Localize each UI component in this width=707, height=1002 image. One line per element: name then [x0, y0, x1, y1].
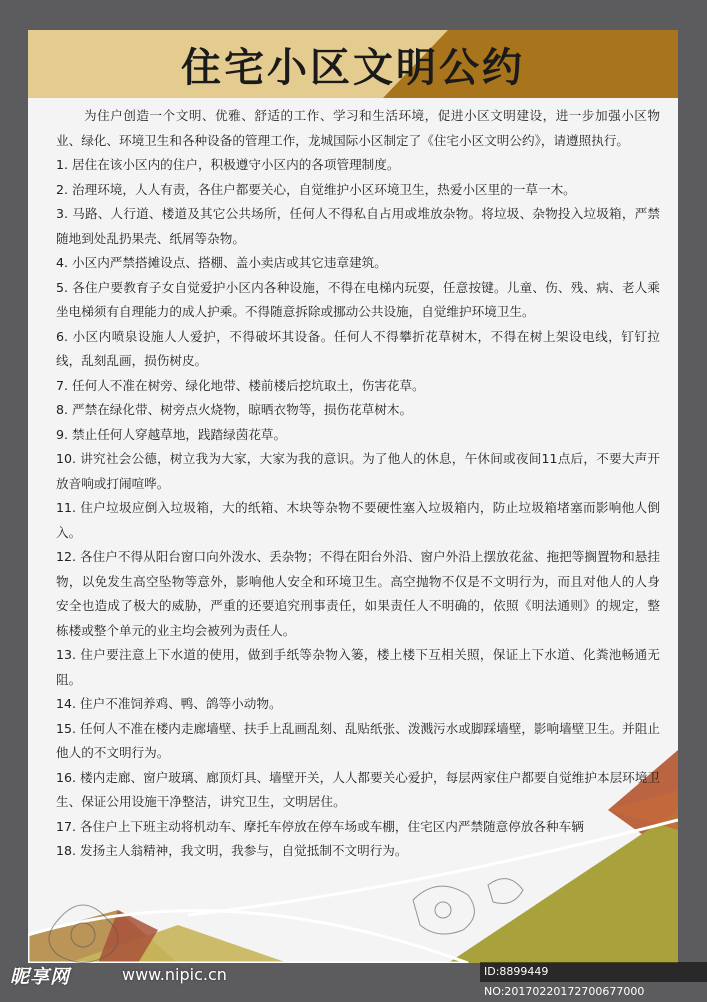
rule-item: 8. 严禁在绿化带、树旁点火烧物，晾晒衣物等，损伤花草树木。	[56, 402, 413, 417]
rule-item: 15. 任何人不准在楼内走廊墙壁、扶手上乱画乱刻、乱贴纸张、泼溅污水或脚踩墙壁，影响墙壁卫生。并阻止他人的不文明行为。	[56, 720, 660, 760]
rule-item: 14. 住户不准饲养鸡、鸭、鸽等小动物。	[56, 696, 282, 711]
rule-item: 1. 居住在该小区内的住户，积极遵守小区内的各项管理制度。	[56, 157, 400, 172]
rule-item: 11. 住户垃圾应倒入垃圾箱，大的纸箱、木块等杂物不要硬性塞入垃圾箱内，防止垃圾箱堵塞而影响他人倒入。	[56, 500, 660, 540]
rule-item: 16. 楼内走廊、窗户玻璃、廊顶灯具、墙壁开关，人人都要关心爱护，每层两家住户都要自觉维护本层环境卫生、保证公用设施干净整洁，讲究卫生，文明居住。	[56, 769, 660, 809]
rule-item: 9. 禁止任何人穿越草地，践踏绿茵花草。	[56, 426, 287, 442]
rule-item: 2. 治理环境，人人有责，各住户都要关心，自觉维护小区环境卫生，热爱小区里的一草一木。	[56, 181, 576, 197]
body-text	[56, 104, 660, 864]
rule-item: 3. 马路、人行道、楼道及其它公共场所，任何人不得私自占用或堆放杂物。将垃圾、杂物投入垃圾箱，严禁随地到处乱扔果壳、纸屑等杂物。	[56, 206, 660, 246]
watermark-id: ID:8899449 NO:20170220172700677000	[480, 962, 707, 982]
watermark-url: www.nipic.cn	[122, 965, 227, 984]
rule-item: 13. 住户要注意上下水道的使用，做到手纸等杂物入篓，楼上楼下互相关照，保证上下水道、化粪池畅通无阻。	[56, 647, 660, 687]
rule-item: 10. 讲究社会公德，树立我为大家，大家为我的意识。为了他人的休息，午休间或夜间11点后，不要大声开放音响或打闹喧哗。	[56, 451, 660, 491]
rule-item: 12. 各住户不得从阳台窗口向外泼水、丢杂物；不得在阳台外沿、窗户外沿上摆放花盆、拖把等搁置物和悬挂物，以免发生高空坠物等意外，影响他人安全和环境卫生。高空抛物不仅是不文明行为，而且对他人的人身安全也造成了极大的威胁，严重的还要追究刑事责任，如果责任人不明确的，依照《明法通则》的规定，整栋楼或整个单元的业主均会被列为责任人。	[56, 549, 660, 638]
intro-paragraph: 为住户创造一个文明、优雅、舒适的工作、学习和生活环境，促进小区文明建设，进一步加强小区物业、绿化、环境卫生和各种设备的管理工作，龙城国际小区制定了《住宅小区文明公约》，请遵照执行。	[56, 108, 660, 148]
rule-item: 4. 小区内严禁搭摊设点、搭棚、盖小卖店或其它违章建筑。	[56, 255, 387, 270]
rule-item: 7. 任何人不准在树旁、绿化地带、楼前楼后挖坑取土，伤害花草。	[56, 377, 425, 393]
rule-item: 18. 发扬主人翁精神，我文明，我参与，自觉抵制不文明行为。	[56, 843, 408, 858]
poster	[28, 30, 678, 963]
watermark-logo: 昵享网	[10, 966, 71, 988]
poster-title: 住宅小区文明公约	[181, 44, 525, 91]
rule-item: 5. 各住户要教育子女自觉爱护小区内各种设施，不得在电梯内玩耍，任意按键。儿童、伤、残、病、老人乘坐电梯须有自理能力的成人护乘。不得随意拆除或挪动公共设施，自觉维护环境卫生。	[56, 279, 660, 319]
rule-item: 6. 小区内喷泉设施人人爱护，不得破坏其设备。任何人不得攀折花草树木，不得在树上架设电线，钉钉拉线，乱刻乱画，损伤树皮。	[56, 328, 660, 368]
rule-item: 17. 各住户上下班主动将机动车、摩托车停放在停车场或车棚，住宅区内严禁随意停放各种车辆	[56, 818, 584, 834]
